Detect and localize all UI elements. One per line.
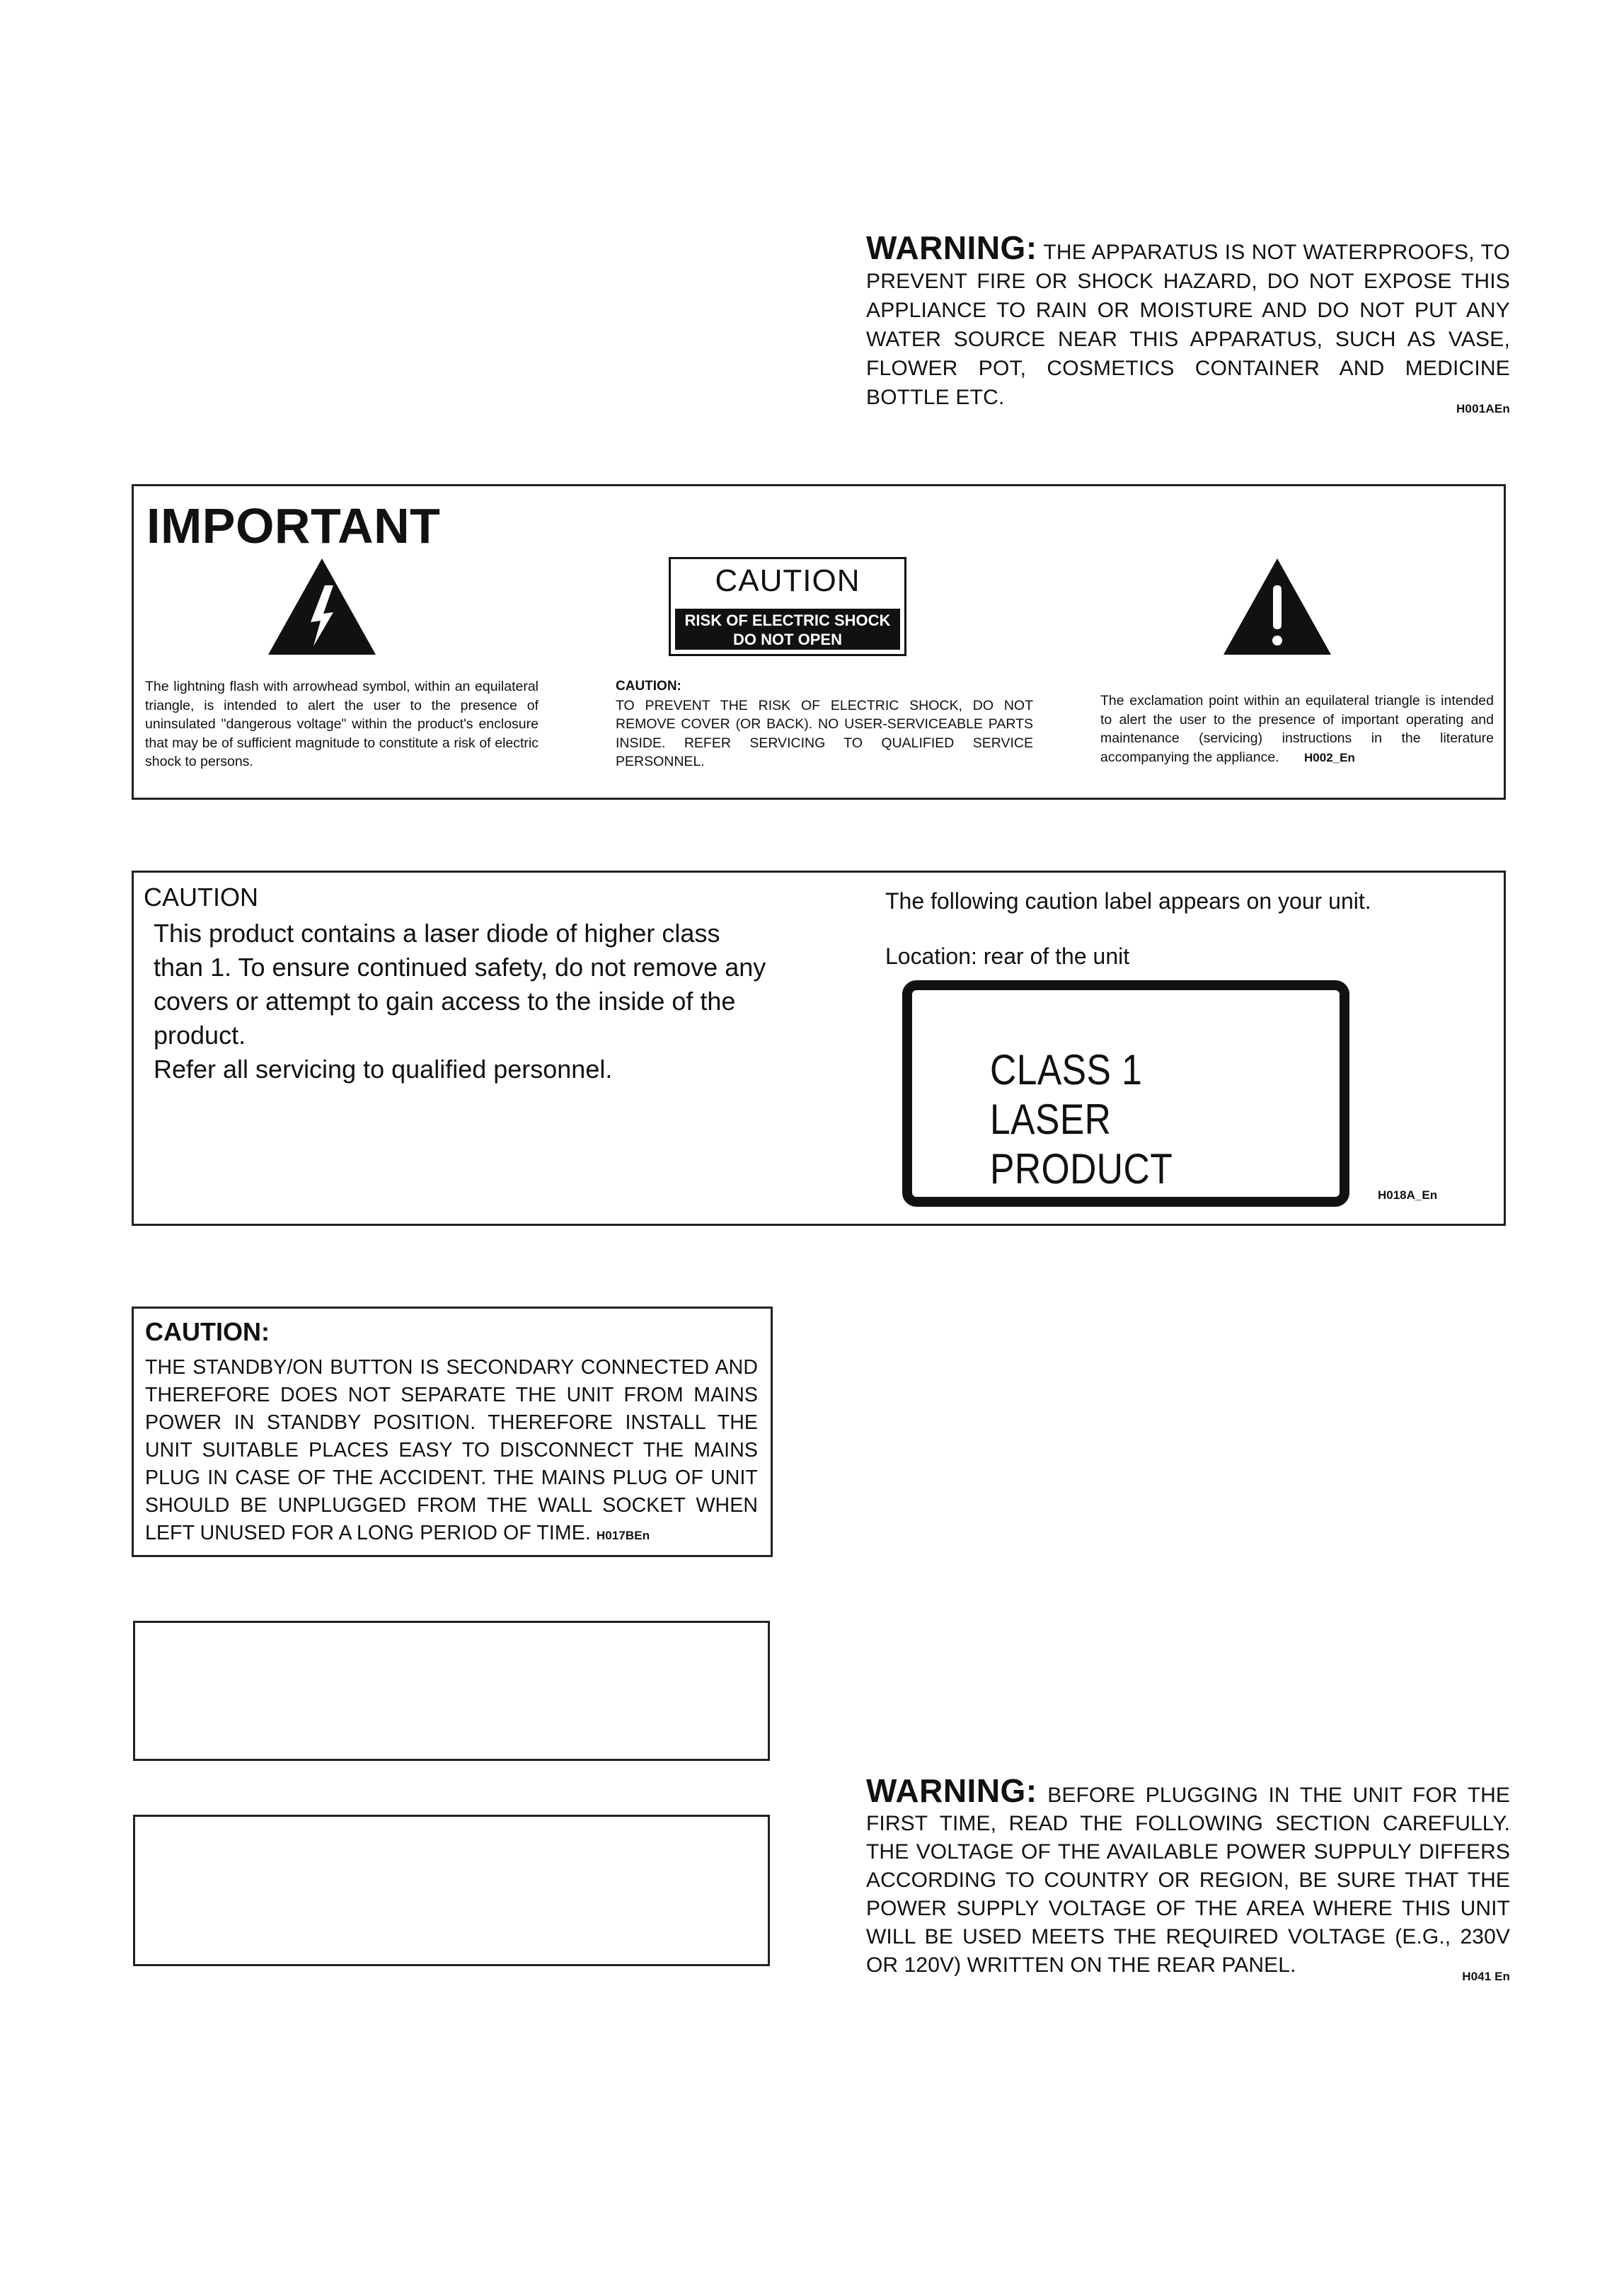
laser-code: H018A_En — [1378, 1188, 1438, 1202]
exclamation-explanation — [1100, 691, 1494, 767]
important-code: H002_En — [1304, 750, 1355, 764]
empty-box-2 — [133, 1815, 770, 1966]
shock-caution-label-line2: DO NOT OPEN — [732, 631, 842, 648]
warning-bottom-code: H041 En — [1462, 1970, 1510, 1983]
class1-label-line1: CLASS 1 — [990, 1046, 1143, 1094]
shock-caution-label — [669, 557, 906, 656]
shock-caution-heading: CAUTION: — [616, 679, 681, 694]
exclamation-triangle-icon — [1222, 557, 1332, 656]
exclamation-explanation-text: The exclamation point within an equilateral triangle is intended to alert the user to the presence of important operating and maintenance (servicing) instructions in the literature accompanying the appliance. — [1100, 693, 1494, 765]
warning-top-lead: WARNING: — [866, 229, 1037, 266]
warning-bottom-text: BEFORE PLUGGING IN THE UNIT FOR THE FIRST TIME, READ THE FOLLOWING SECTION CAREFULLY. THE VOLTAGE OF THE AVAILABLE POWER SUPPULY DIFFERS ACCORDING TO COUNTRY OR REGION, BE SURE THAT THE POWER SUPPLY VOLTAGE OF THE AREA WHERE THIS UNIT WILL BE USED MEETS THE REQUIRED VOLTAGE (E.G., 230V OR 120V) WRITTEN ON THE REAR PANEL. — [866, 1784, 1510, 1977]
class1-label-line2: LASER PRODUCT — [990, 1096, 1173, 1193]
laser-label-note: The following caution label appears on your unit. — [885, 888, 1371, 914]
class1-laser-label — [902, 980, 1349, 1207]
laser-caution-body — [154, 917, 776, 1086]
laser-caution-text: This product contains a laser diode of higher class than 1. To ensure continued safety, do not remove any covers or attempt to gain access to the inside of the product. — [154, 919, 766, 1050]
laser-caution-service: Refer all servicing to qualified personnel. — [154, 1055, 613, 1084]
standby-caution-box — [132, 1307, 773, 1557]
laser-label-location: Location: rear of the unit — [885, 943, 1130, 969]
laser-caution-box — [132, 871, 1506, 1226]
shock-caution-text — [616, 677, 1033, 771]
warning-bottom-lead: WARNING: — [866, 1772, 1037, 1809]
important-title: IMPORTANT — [146, 498, 441, 553]
warning-top — [866, 229, 1511, 423]
warning-top-text: THE APPARATUS IS NOT WATERPROOFS, TO PREVENT FIRE OR SHOCK HAZARD, DO NOT EXPOSE THIS APPLIANCE TO RAIN OR MOISTURE AND DO NOT PUT ANY WATER SOURCE NEAR THIS APPARATUS, SUCH AS VASE, FLOWER POT, COSMETICS CONTAINER AND MEDICINE BOTTLE ETC. — [866, 241, 1511, 409]
standby-code: H017BEn — [596, 1529, 650, 1542]
shock-caution-label-title: CAUTION — [715, 563, 860, 598]
standby-caution-text: THE STANDBY/ON BUTTON IS SECONDARY CONNECTED AND THEREFORE DOES NOT SEPARATE THE UNIT FROM MAINS POWER IN STANDBY POSITION. THEREFORE INSTALL THE UNIT SUITABLE PLACES EASY TO DISCONNECT THE MAINS PLUG IN CASE OF THE ACCIDENT. THE MAINS PLUG OF UNIT SHOULD BE UNPLUGGED FROM THE WALL SOCKET WHEN LEFT UNUSED FOR A LONG PERIOD OF TIME. — [145, 1356, 758, 1544]
standby-caution-title: CAUTION: — [145, 1317, 270, 1346]
empty-box-1 — [133, 1621, 770, 1761]
warning-top-code: H001AEn — [1456, 402, 1510, 415]
warning-bottom — [866, 1772, 1510, 1991]
lightning-triangle-icon — [267, 557, 377, 656]
important-box — [132, 484, 1506, 800]
standby-caution-body — [145, 1354, 758, 1549]
shock-caution-label-line1: RISK OF ELECTRIC SHOCK — [684, 612, 891, 629]
shock-caution-body: TO PREVENT THE RISK OF ELECTRIC SHOCK, DO NOT REMOVE COVER (OR BACK). NO USER-SERVICEABLE PARTS INSIDE. REFER SERVICING TO QUALIFIED SERVICE PERSONNEL. — [616, 697, 1033, 769]
lightning-explanation: The lightning flash with arrowhead symbol, within an equilateral triangle, is intended to alert the user to the presence of uninsulated "dangerous voltage" within the product's enclosure that may be of sufficient magnitude to constitute a risk of electric shock to persons. — [145, 679, 539, 769]
laser-caution-title: CAUTION — [144, 883, 258, 912]
